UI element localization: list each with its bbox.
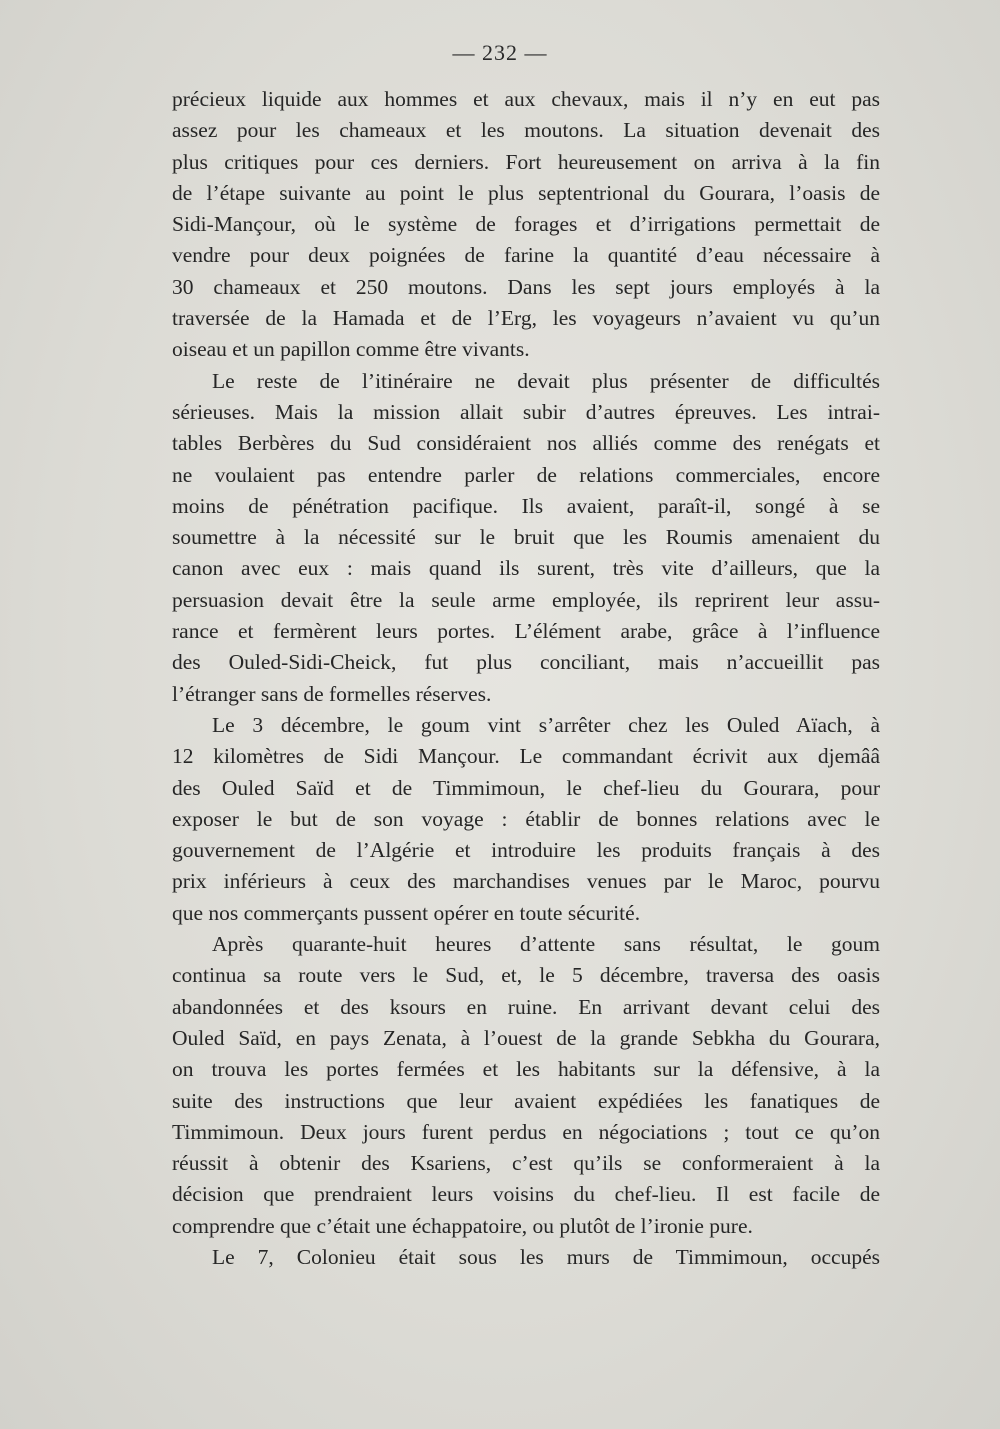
text-line: l’étranger sans de formelles réserves. xyxy=(172,681,492,706)
paragraph xyxy=(172,710,880,929)
text-line: vendre pour deux poignées de farine la quantité d’eau nécessaire à xyxy=(172,243,880,268)
paragraph xyxy=(172,929,880,1242)
text-line: suite des instructions que leur avaient expédiées les fanatiques de xyxy=(172,1088,880,1113)
text-line: continua sa route vers le Sud, et, le 5 décembre, traversa des oasis xyxy=(172,963,880,988)
text-line: plus critiques pour ces derniers. Fort heureusement on arriva à la fin xyxy=(172,149,880,174)
text-line: persuasion devait être la seule arme employée, ils reprirent leur assu- xyxy=(172,587,880,612)
text-line: moins de pénétration pacifique. Ils avaient, paraît-il, songé à se xyxy=(172,493,880,518)
text-line: que nos commerçants pussent opérer en toute sécurité. xyxy=(172,900,641,925)
text-line: Le 3 décembre, le goum vint s’arrêter chez les Ouled Aïach, à xyxy=(212,712,880,737)
paragraph xyxy=(172,1242,880,1273)
text-line: Ouled Saïd, en pays Zenata, à l’ouest de la grande Sebkha du Gourara, xyxy=(172,1025,880,1050)
text-line: Sidi-Mançour, où le système de forages et d’irrigations permettait de xyxy=(172,212,880,237)
body-text xyxy=(172,84,880,1273)
text-line: des Ouled Saïd et de Timmimoun, le chef-lieu du Gourara, pour xyxy=(172,775,880,800)
text-line: sérieuses. Mais la mission allait subir d’autres épreuves. Les intrai- xyxy=(172,399,880,424)
text-line: Après quarante-huit heures d’attente sans résultat, le goum xyxy=(212,932,880,957)
text-line: Timmimoun. Deux jours furent perdus en négociations ; tout ce qu’on xyxy=(172,1119,880,1144)
text-line: précieux liquide aux hommes et aux chevaux, mais il n’y en eut pas xyxy=(172,87,880,111)
text-line: ne voulaient pas entendre parler de relations commerciales, encore xyxy=(172,462,880,487)
text-line: réussit à obtenir des Ksariens, c’est qu’ils se conformeraient à la xyxy=(172,1151,880,1176)
text-line: traversée de la Hamada et de l’Erg, les voyageurs n’avaient vu qu’un xyxy=(172,306,880,331)
text-line: exposer le but de son voyage : établir de bonnes relations avec le xyxy=(172,806,880,831)
text-line: 30 chameaux et 250 moutons. Dans les sept jours employés à la xyxy=(172,274,880,299)
text-line: de l’étape suivante au point le plus septentrional du Gourara, l’oasis de xyxy=(172,180,880,205)
text-line: oiseau et un papillon comme être vivants. xyxy=(172,337,530,362)
text-line: soumettre à la nécessité sur le bruit que les Roumis amenaient du xyxy=(172,525,880,550)
text-line: tables Berbères du Sud considéraient nos alliés comme des renégats et xyxy=(172,431,880,456)
text-line: prix inférieurs à ceux des marchandises venues par le Maroc, pourvu xyxy=(172,869,880,894)
text-line: des Ouled-Sidi-Cheick, fut plus conciliant, mais n’accueillit pas xyxy=(172,650,880,675)
paragraph xyxy=(172,84,880,366)
text-line: Le reste de l’itinéraire ne devait plus présenter de difficultés xyxy=(212,368,880,393)
text-line: Le 7, Colonieu était sous les murs de Timmimoun, occupés xyxy=(212,1244,880,1269)
text-line: assez pour les chameaux et les moutons. La situation devenait des xyxy=(172,118,880,143)
text-line: 12 kilomètres de Sidi Mançour. Le commandant écrivit aux djemââ xyxy=(172,744,880,769)
text-line: gouvernement de l’Algérie et introduire les produits français à des xyxy=(172,838,880,863)
text-line: abandonnées et des ksours en ruine. En arrivant devant celui des xyxy=(172,994,880,1019)
text-line: comprendre que c’était une échappatoire, ou plutôt de l’ironie pure. xyxy=(172,1213,753,1238)
text-line: décision que prendraient leurs voisins du chef-lieu. Il est facile de xyxy=(172,1182,880,1207)
paragraph xyxy=(172,366,880,710)
text-line: on trouva les portes fermées et les habitants sur la défensive, à la xyxy=(172,1057,880,1082)
text-line: rance et fermèrent leurs portes. L’élément arabe, grâce à l’influence xyxy=(172,619,880,644)
page-number: — 232 — xyxy=(452,40,548,65)
text-line: canon avec eux : mais quand ils surent, très vite d’ailleurs, que la xyxy=(172,556,880,581)
